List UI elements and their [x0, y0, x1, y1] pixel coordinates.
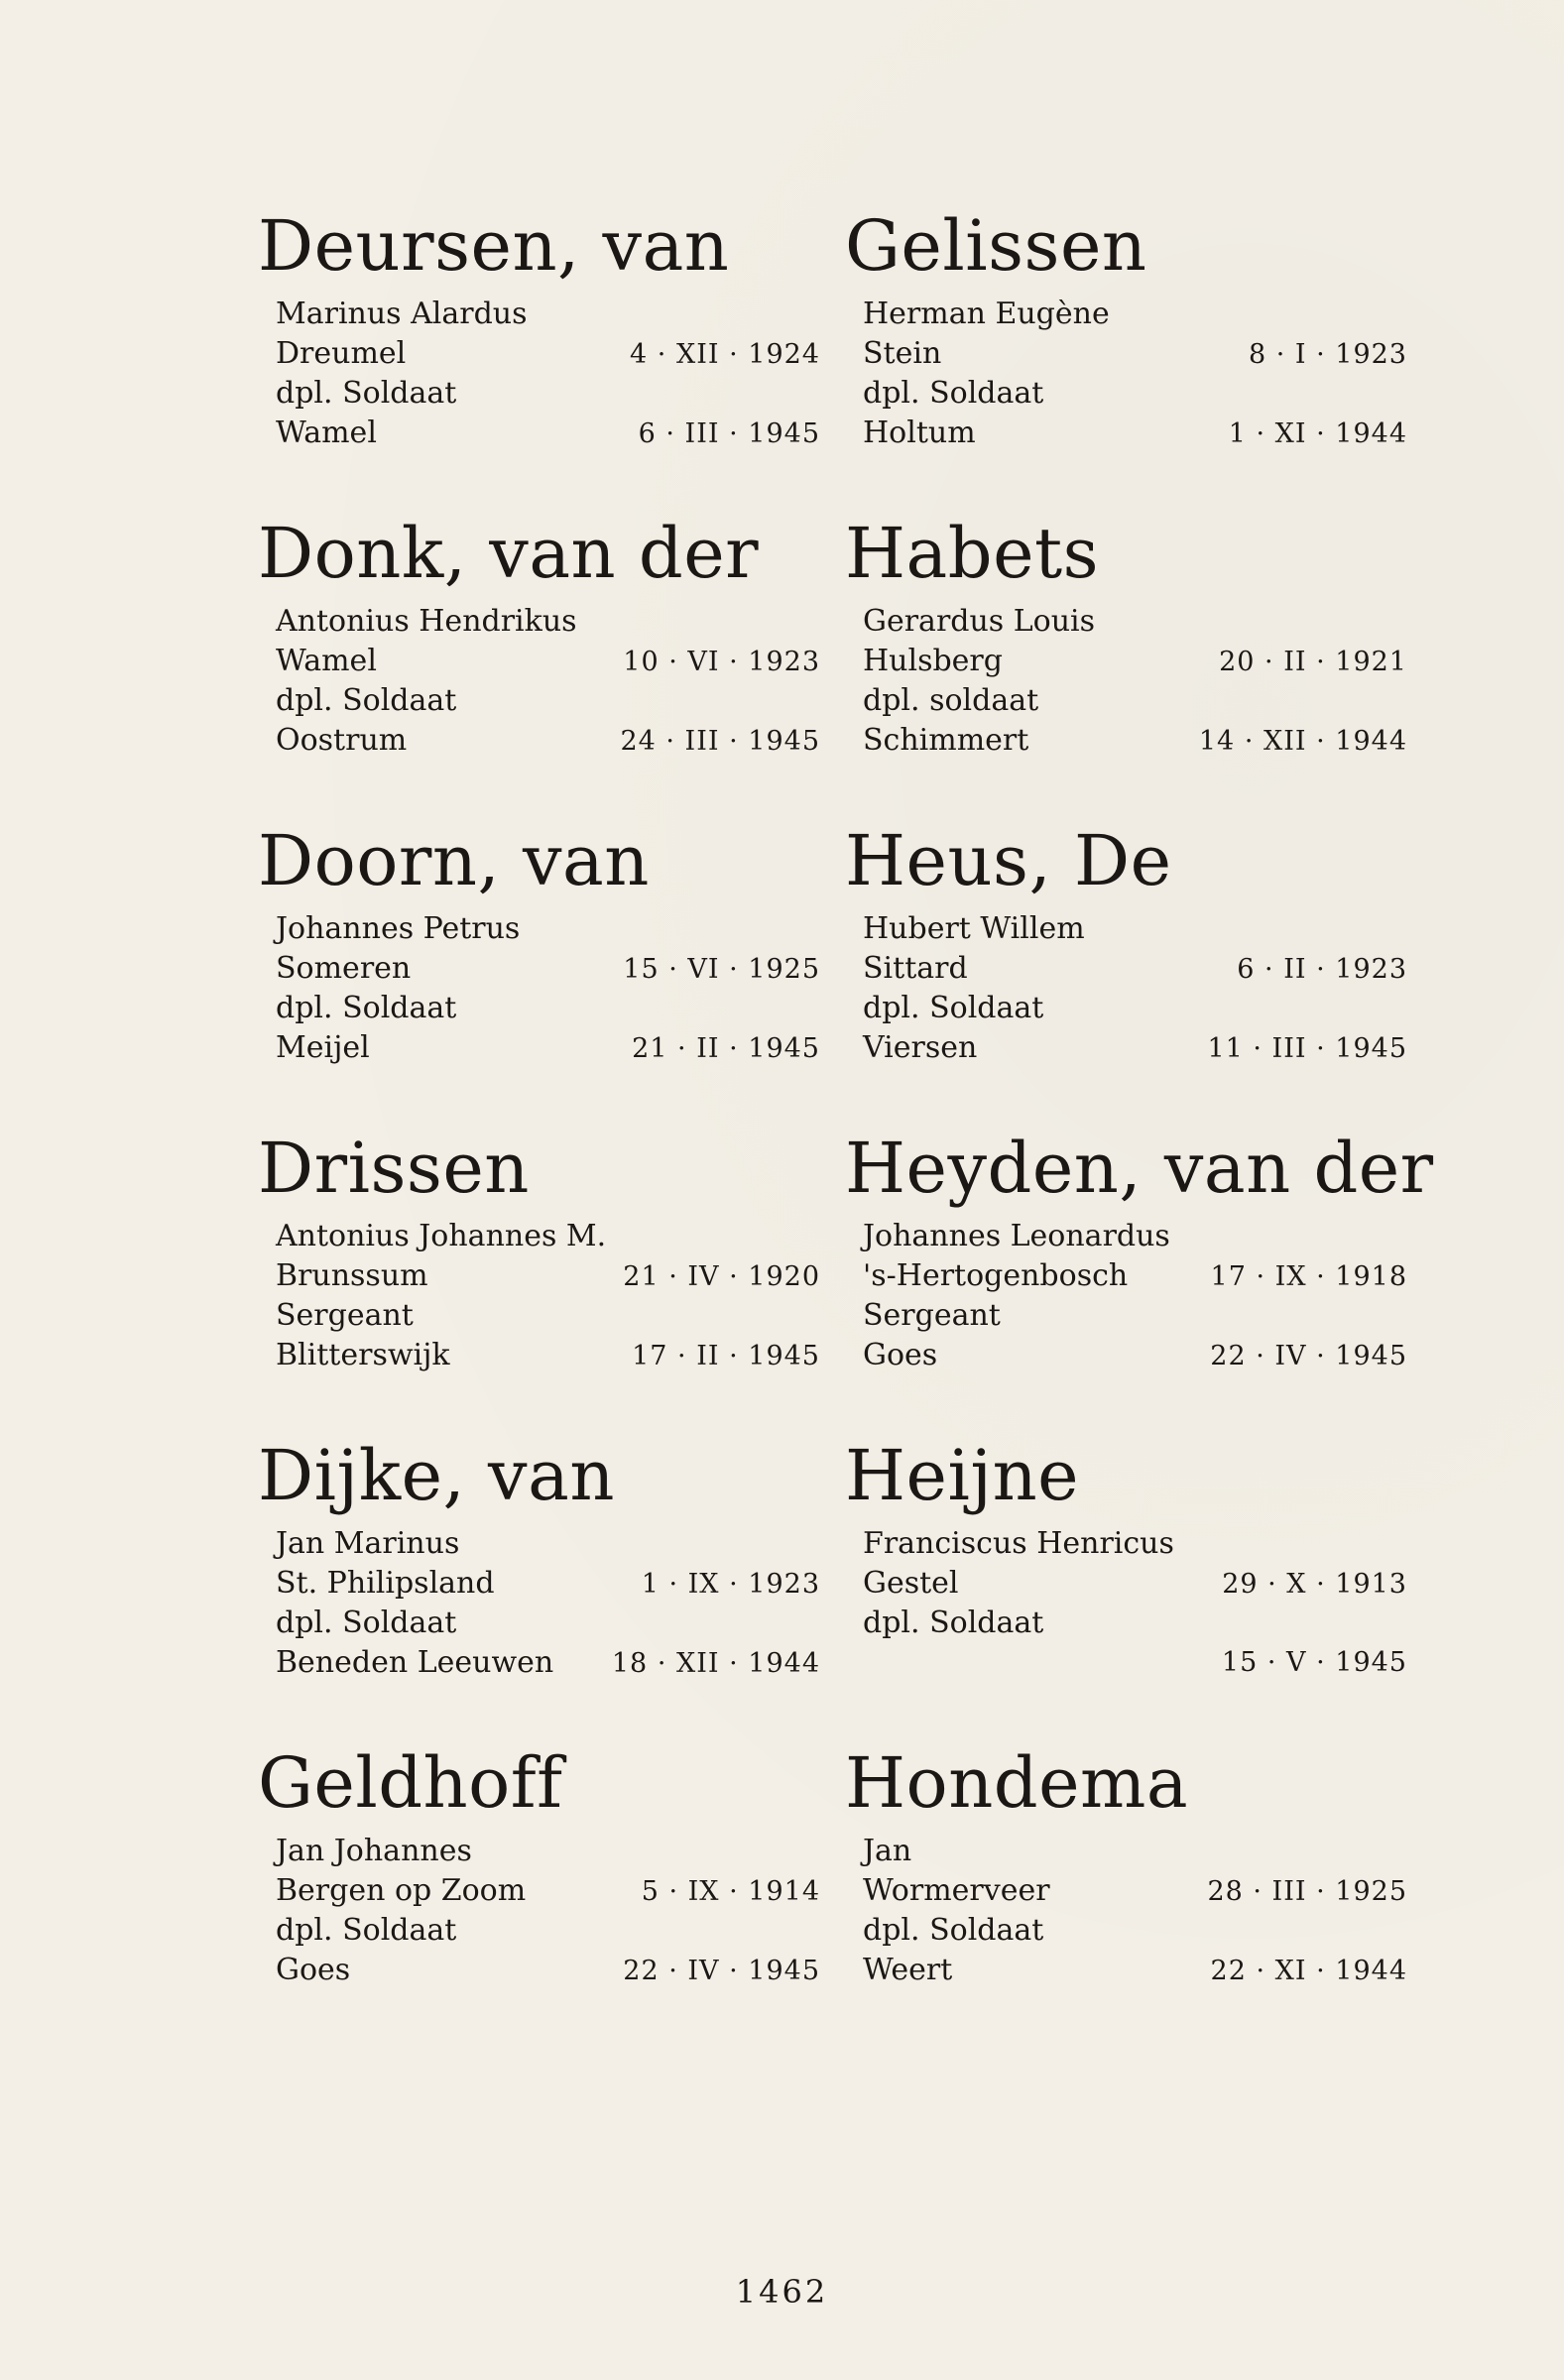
- death-line: [845, 721, 1407, 761]
- person-entry: [258, 1126, 820, 1375]
- surname: Gelissen: [845, 205, 1147, 287]
- birth-place: Brunssum: [276, 1258, 428, 1293]
- birth-place: Bergen op Zoom: [276, 1873, 527, 1908]
- death-place: Meijel: [276, 1030, 370, 1065]
- birth-place: Gestel: [863, 1566, 959, 1601]
- birth-line: [845, 1564, 1407, 1604]
- birth-date: 4 · XII · 1924: [630, 339, 820, 370]
- surname: Habets: [845, 513, 1100, 594]
- rank: dpl. Soldaat: [863, 376, 1044, 411]
- death-date: 11 · III · 1945: [1207, 1033, 1407, 1064]
- death-place: Oostrum: [276, 723, 408, 758]
- birth-date: 15 · VI · 1925: [623, 954, 820, 985]
- person-entry: [845, 1433, 1407, 1683]
- person-entry: [845, 203, 1407, 453]
- surname: Drissen: [258, 1128, 530, 1209]
- rank: Sergeant: [276, 1298, 414, 1333]
- surname: Doorn, van: [258, 820, 650, 901]
- death-line: [258, 1951, 820, 1990]
- death-place: Holtum: [863, 416, 976, 450]
- birth-date: 1 · IX · 1923: [641, 1569, 820, 1600]
- birth-date: 28 · III · 1925: [1207, 1876, 1407, 1907]
- rank: dpl. Soldaat: [276, 991, 457, 1025]
- birth-place: Sittard: [863, 951, 968, 986]
- death-place: Wamel: [276, 416, 377, 450]
- death-line: [258, 721, 820, 761]
- birth-line: [845, 642, 1407, 681]
- person-entry: [845, 511, 1407, 761]
- death-date: 15 · V · 1945: [1221, 1647, 1407, 1678]
- birth-date: 20 · II · 1921: [1219, 647, 1407, 677]
- birth-line: [258, 949, 820, 989]
- rank: dpl. Soldaat: [276, 683, 457, 718]
- rank: dpl. soldaat: [863, 683, 1039, 718]
- birth-date: 5 · IX · 1914: [641, 1876, 820, 1907]
- death-line: [258, 1336, 820, 1375]
- surname: Geldhoff: [258, 1742, 563, 1824]
- birth-date: 21 · IV · 1920: [623, 1261, 820, 1292]
- death-place: Beneden Leeuwen: [276, 1645, 554, 1680]
- birth-place: Someren: [276, 951, 412, 986]
- death-line: [845, 414, 1407, 453]
- person-entry: [258, 1433, 820, 1683]
- birth-date: 6 · II · 1923: [1237, 954, 1407, 985]
- birth-place: Hulsberg: [863, 644, 1003, 678]
- death-place: Goes: [276, 1953, 351, 1987]
- surname: Hondema: [845, 1742, 1189, 1824]
- death-line: [845, 1028, 1407, 1068]
- birth-line: [845, 1256, 1407, 1296]
- death-date: 22 · XI · 1944: [1210, 1956, 1407, 1986]
- birth-place: St. Philipsland: [276, 1566, 495, 1601]
- death-date: 21 · II · 1945: [632, 1033, 820, 1064]
- birth-place: Stein: [863, 336, 942, 371]
- surname: Heyden, van der: [845, 1128, 1434, 1209]
- person-entry: [845, 1126, 1434, 1375]
- death-line: [258, 414, 820, 453]
- person-entry: [258, 818, 820, 1068]
- death-date: 6 · III · 1945: [638, 418, 820, 449]
- birth-date: 29 · X · 1913: [1222, 1569, 1407, 1600]
- death-line: [258, 1643, 820, 1683]
- death-date: 22 · IV · 1945: [1210, 1341, 1407, 1371]
- birth-line: [845, 1871, 1407, 1911]
- birth-line: [258, 334, 820, 374]
- death-line: [845, 1336, 1407, 1375]
- birth-line: [845, 334, 1407, 374]
- birth-line: [258, 1256, 820, 1296]
- given-names: Johannes Petrus: [276, 911, 521, 946]
- rank: dpl. Soldaat: [276, 376, 457, 411]
- birth-line: [258, 1871, 820, 1911]
- page-number: 1462: [735, 2273, 829, 2311]
- given-names: Johannes Leonardus: [863, 1219, 1170, 1253]
- death-line: [845, 1951, 1407, 1990]
- given-names: Jan Johannes: [276, 1834, 472, 1868]
- rank: dpl. Soldaat: [276, 1913, 457, 1948]
- surname: Deursen, van: [258, 205, 730, 287]
- rank: dpl. Soldaat: [863, 991, 1044, 1025]
- surname: Dijke, van: [258, 1435, 615, 1516]
- death-place: Viersen: [863, 1030, 978, 1065]
- birth-place: 's-Hertogenbosch: [863, 1258, 1129, 1293]
- given-names: Jan Marinus: [276, 1526, 460, 1561]
- given-names: Jan: [863, 1834, 912, 1868]
- right-column: [845, 203, 1434, 1988]
- death-line: [845, 1643, 1407, 1683]
- given-names: Gerardus Louis: [863, 604, 1096, 639]
- death-date: 24 · III · 1945: [620, 726, 820, 757]
- birth-date: 10 · VI · 1923: [623, 647, 820, 677]
- surname: Donk, van der: [258, 513, 760, 594]
- given-names: Herman Eugène: [863, 297, 1110, 331]
- birth-place: Wormerveer: [863, 1873, 1050, 1908]
- death-date: 1 · XI · 1944: [1228, 418, 1407, 449]
- death-date: 22 · IV · 1945: [623, 1956, 820, 1986]
- birth-date: 8 · I · 1923: [1248, 339, 1407, 370]
- given-names: Marinus Alardus: [276, 297, 528, 331]
- person-entry: [258, 511, 820, 761]
- birth-date: 17 · IX · 1918: [1210, 1261, 1407, 1292]
- surname: Heijne: [845, 1435, 1080, 1516]
- death-place: Weert: [863, 1953, 953, 1987]
- rank: dpl. Soldaat: [863, 1913, 1044, 1948]
- birth-line: [258, 642, 820, 681]
- person-entry: [845, 818, 1407, 1068]
- rank: dpl. Soldaat: [276, 1606, 457, 1640]
- given-names: Antonius Hendrikus: [276, 604, 577, 639]
- person-entry: [258, 203, 820, 453]
- person-entry: [258, 1740, 820, 1990]
- death-place: Goes: [863, 1338, 938, 1372]
- birth-line: [258, 1564, 820, 1604]
- left-column: [258, 203, 820, 1988]
- rank: dpl. Soldaat: [863, 1606, 1044, 1640]
- given-names: Antonius Johannes M.: [276, 1219, 607, 1253]
- person-entry: [845, 1740, 1407, 1990]
- birth-place: Wamel: [276, 644, 377, 678]
- rank: Sergeant: [863, 1298, 1001, 1333]
- death-place: Blitterswijk: [276, 1338, 450, 1372]
- given-names: Hubert Willem: [863, 911, 1085, 946]
- death-date: 18 · XII · 1944: [611, 1648, 820, 1679]
- roll-of-honour-columns: [258, 203, 1434, 1988]
- death-line: [258, 1028, 820, 1068]
- death-date: 14 · XII · 1944: [1198, 726, 1407, 757]
- birth-place: Dreumel: [276, 336, 407, 371]
- given-names: Franciscus Henricus: [863, 1526, 1174, 1561]
- death-date: 17 · II · 1945: [632, 1341, 820, 1371]
- birth-line: [845, 949, 1407, 989]
- surname: Heus, De: [845, 820, 1172, 901]
- death-place: Schimmert: [863, 723, 1029, 758]
